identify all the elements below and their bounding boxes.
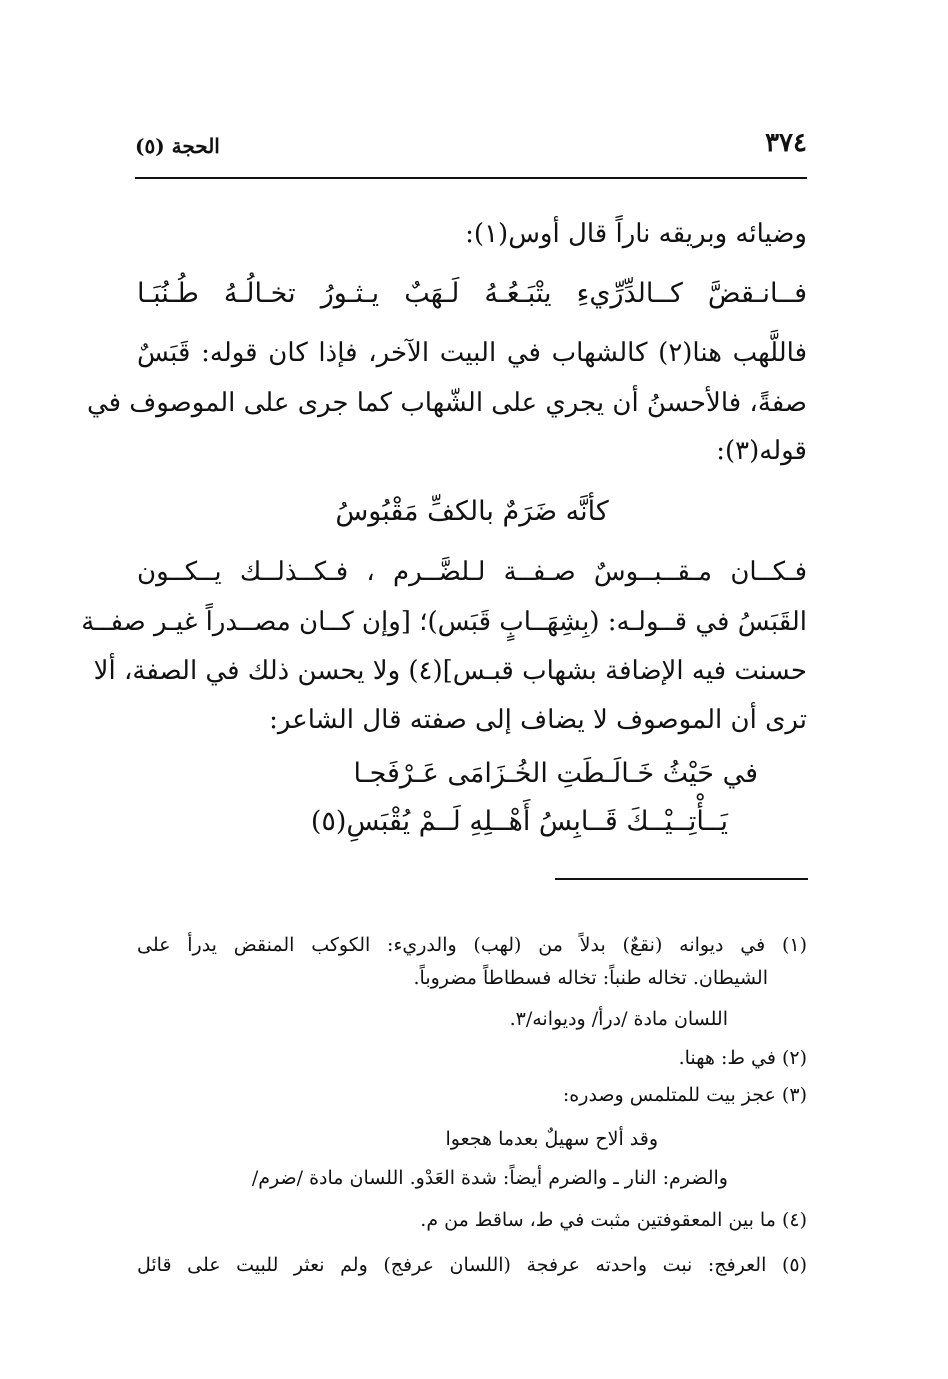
- body-line-3: صفةً، فالأحسنُ أن يجري على الشّهاب كما جرى على الموصوف في: [86, 388, 807, 418]
- verse-3-second-hemistich: يَــأْتِــيْــكَ قَــابِسُ أَهْــلِهِ لَــمْ يُقْبَسِ(٥): [310, 806, 728, 837]
- body-line-1: وضيائه وبريقه ناراً قال أوس(١):: [465, 219, 807, 249]
- page-number: ٣٧٤: [765, 128, 807, 158]
- footnote-4: (٤) ما بين المعقوفتين مثبت في ط، ساقط من م.: [420, 1209, 807, 1231]
- verse-2: كأنَّه ضَرَمٌ بالكفِّ مَقْبُوسُ: [335, 496, 609, 527]
- footnote-3-line-3: والضرم: النار ـ والضرم أيضاً: شدة العَدْو. اللسان مادة /ضرم/: [251, 1167, 728, 1189]
- body-line-7: حسنت فيه الإضافة بشهاب قبـس](٤) ولا يحسن ذلك في الصفة، ألا: [93, 656, 807, 686]
- body-line-5: فـكــان مـقــبــوسٌ صـفــة لـلضَّــرم ، فـكــذلــك يــكــون: [137, 557, 807, 587]
- footnote-1-line-1: (١) في ديوانه (نقعٌ) بدلاً من (لهب) والدريء: الكوكب المنقض يدرأ على: [137, 934, 807, 956]
- body-line-4: قوله(٣):: [716, 436, 807, 466]
- body-line-6: القَبَسُ في قــولـه: (بِشِهَــابٍ قَبَس)؛ [وإن كــان مصــدراً غيـر صفــة: [81, 607, 807, 637]
- footnote-1-line-3: اللسان مادة /درأ/ وديوانه/٣.: [509, 1008, 728, 1030]
- footnote-3-line-1: (٣) عجز بيت للمتلمس وصدره:: [562, 1084, 807, 1106]
- running-title: الحجة (٥): [135, 134, 220, 158]
- body-line-2: فاللَّهب هنا(٢) كالشهاب في البيت الآخر، فإذا كان قوله: قَبَسٌ: [137, 338, 807, 368]
- verse-1: فــانـقضَّ كــالدِّرِّيءِ يتْبَـعُـهُ لَـهَبٌ يـثـورُ تخـالُـهُ طُـنُبَـا: [137, 278, 807, 309]
- verse-3-first-hemistich: في حَيْثُ خَـالَـطَتِ الخُـزَامَى عَـرْفَجـا: [353, 758, 758, 789]
- footnote-3-line-2: وقد ألاح سهيلٌ بعدما هجعوا: [445, 1128, 658, 1150]
- footnote-1-line-2: الشيطان. تخاله طنباً: تخاله فسطاطاً مضروباً.: [413, 967, 768, 989]
- footnote-2: (٢) في ط: ههنا.: [678, 1047, 807, 1069]
- page-header: [135, 128, 807, 172]
- body-line-8: ترى أن الموصوف لا يضاف إلى صفته قال الشاعر:: [269, 705, 807, 735]
- header-rule: [135, 177, 807, 179]
- footnote-rule: [555, 878, 808, 880]
- footnote-5: (٥) العرفج: نبت واحدته عرفجة (اللسان عرفج) ولم نعثر للبيت على قائل: [137, 1254, 807, 1276]
